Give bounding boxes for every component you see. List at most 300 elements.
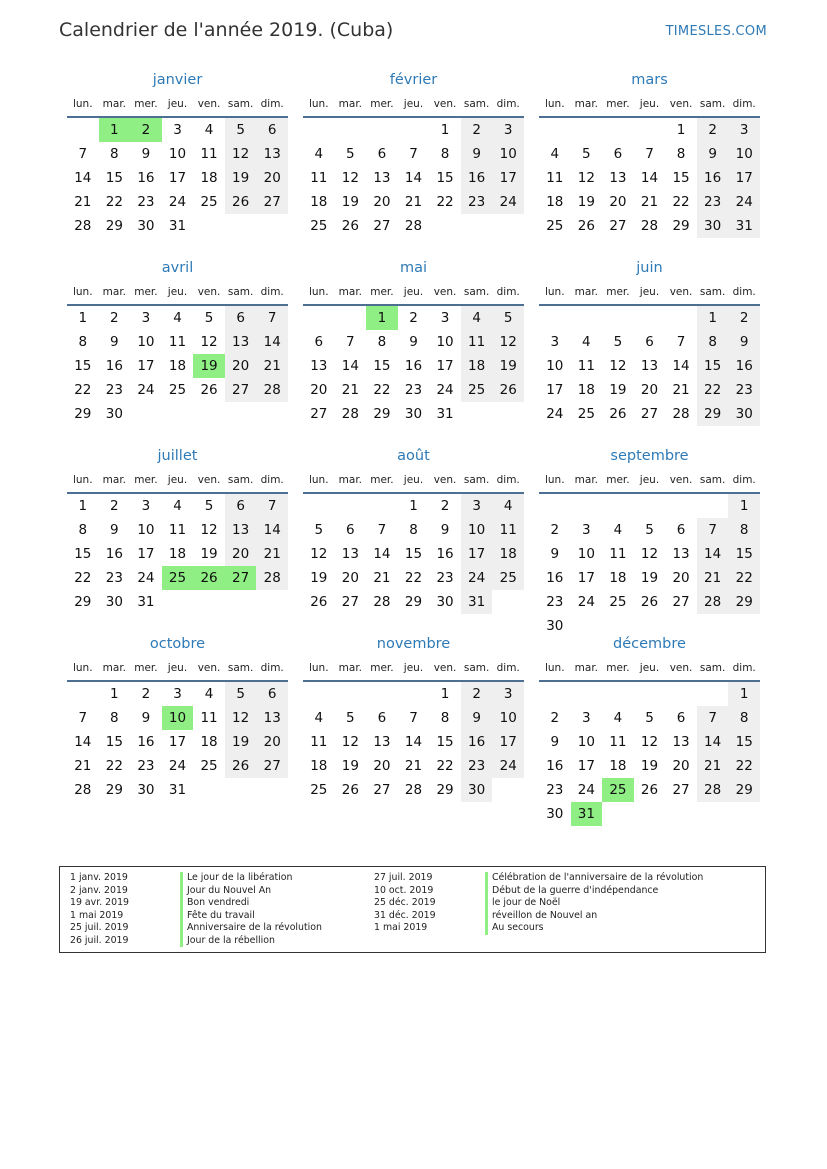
day-cell[interactable]: 26	[640, 782, 659, 798]
day-cell[interactable]: 15	[728, 542, 760, 566]
day-cell[interactable]: 8	[78, 334, 88, 350]
day-cell[interactable]: 24	[168, 758, 187, 774]
day-cell[interactable]: 14	[74, 734, 92, 750]
day-cell[interactable]: 29	[74, 594, 92, 610]
day-cell[interactable]: 6	[256, 118, 288, 142]
day-cell[interactable]: 6	[377, 710, 387, 726]
day-cell[interactable]: 15	[436, 170, 454, 186]
day-cell[interactable]: 12	[341, 734, 359, 750]
day-cell[interactable]: 10	[492, 142, 524, 166]
day-cell[interactable]: 3	[440, 310, 450, 326]
day-cell[interactable]: 5	[314, 522, 324, 538]
day-cell[interactable]: 22	[74, 570, 92, 586]
day-cell[interactable]: 7	[256, 494, 288, 518]
day-cell[interactable]: 17	[461, 542, 493, 566]
day-cell[interactable]: 11	[546, 170, 564, 186]
day-cell[interactable]: 24	[168, 194, 187, 210]
day-cell[interactable]: 5	[225, 682, 257, 706]
day-cell[interactable]: 1	[110, 686, 119, 702]
day-cell[interactable]: 12	[200, 522, 218, 538]
day-cell[interactable]: 19	[609, 382, 627, 398]
day-cell[interactable]: 21	[256, 354, 288, 378]
day-cell[interactable]: 14	[404, 734, 423, 750]
day-cell[interactable]: 22	[74, 382, 92, 398]
day-cell[interactable]: 2	[550, 522, 560, 538]
day-cell[interactable]: 26	[310, 594, 328, 610]
day-cell[interactable]: 10	[436, 334, 454, 350]
day-cell[interactable]: 18	[492, 542, 524, 566]
day-cell[interactable]: 13	[672, 734, 690, 750]
day-cell[interactable]: 20	[640, 382, 659, 398]
day-cell[interactable]: 26	[225, 754, 257, 778]
day-cell[interactable]: 17	[168, 734, 187, 750]
day-cell[interactable]: 14	[697, 730, 729, 754]
day-cell[interactable]: 4	[314, 710, 324, 726]
day-cell[interactable]: 25	[492, 566, 524, 590]
day-cell[interactable]: 7	[78, 146, 88, 162]
day-cell[interactable]: 21	[640, 194, 659, 210]
day-cell[interactable]: 23	[404, 382, 423, 398]
day-cell[interactable]: 23	[461, 190, 493, 214]
day-cell[interactable]: 3	[173, 122, 182, 138]
day-cell[interactable]: 27	[672, 782, 690, 798]
day-cell[interactable]: 23	[546, 594, 564, 610]
day-cell[interactable]: 30	[105, 406, 123, 422]
day-cell[interactable]: 23	[105, 382, 123, 398]
day-cell[interactable]: 23	[105, 570, 123, 586]
day-cell[interactable]: 19	[640, 758, 659, 774]
day-cell[interactable]: 5	[204, 498, 214, 514]
day-cell[interactable]: 7	[676, 334, 686, 350]
day-cell[interactable]: 2	[110, 310, 119, 326]
day-cell[interactable]: 4	[314, 146, 324, 162]
day-cell[interactable]: 11	[609, 734, 627, 750]
day-cell[interactable]: 2	[697, 118, 729, 142]
day-cell[interactable]: 21	[672, 382, 690, 398]
day-cell[interactable]: 28	[404, 218, 423, 234]
day-cell[interactable]: 18	[310, 758, 328, 774]
day-cell[interactable]: 14	[672, 358, 690, 374]
day-cell[interactable]: 18	[168, 546, 187, 562]
day-cell[interactable]: 4	[613, 710, 623, 726]
day-cell[interactable]: 11	[168, 334, 187, 350]
day-cell[interactable]: 5	[346, 146, 355, 162]
day-cell[interactable]: 11	[200, 146, 218, 162]
day-cell[interactable]: 8	[440, 710, 450, 726]
day-cell[interactable]: 25	[310, 782, 328, 798]
day-cell[interactable]: 1	[440, 122, 450, 138]
day-cell[interactable]: 11	[609, 546, 627, 562]
day-cell[interactable]: 20	[672, 570, 690, 586]
day-cell[interactable]: 22	[105, 194, 123, 210]
day-cell[interactable]: 12	[492, 330, 524, 354]
day-cell[interactable]: 12	[640, 546, 659, 562]
day-cell[interactable]: 30	[728, 402, 760, 426]
day-cell[interactable]: 16	[728, 354, 760, 378]
day-cell[interactable]: 5	[645, 710, 654, 726]
day-cell[interactable]: 12	[200, 334, 218, 350]
day-cell[interactable]: 8	[78, 522, 88, 538]
day-cell[interactable]: 7	[409, 710, 418, 726]
day-cell[interactable]: 20	[341, 570, 359, 586]
day-cell[interactable]: 21	[404, 758, 423, 774]
day-cell[interactable]: 13	[373, 734, 391, 750]
day-cell[interactable]: 24	[461, 566, 493, 590]
day-cell[interactable]: 28	[697, 590, 729, 614]
day-cell[interactable]: 2	[461, 682, 493, 706]
day-cell[interactable]: 1	[409, 498, 418, 514]
day-cell[interactable]: 29	[373, 406, 391, 422]
day-cell[interactable]: 16	[546, 570, 564, 586]
day-cell[interactable]: 5	[492, 306, 524, 330]
day-cell[interactable]: 15	[74, 546, 92, 562]
day-cell[interactable]: 30	[697, 214, 729, 238]
day-cell[interactable]: 30	[436, 594, 454, 610]
day-cell[interactable]: 24	[436, 382, 454, 398]
day-cell[interactable]: 6	[314, 334, 324, 350]
day-cell[interactable]: 28	[74, 782, 92, 798]
day-cell[interactable]: 3	[582, 710, 591, 726]
day-cell[interactable]: 27	[609, 218, 627, 234]
day-cell[interactable]: 25	[200, 758, 218, 774]
day-cell[interactable]: 1	[728, 494, 760, 518]
day-cell[interactable]: 29	[105, 218, 123, 234]
day-cell[interactable]: 24	[137, 382, 155, 398]
day-cell[interactable]: 30	[404, 406, 423, 422]
day-cell[interactable]: 19	[225, 730, 257, 754]
day-cell[interactable]: 25	[310, 218, 328, 234]
day-cell[interactable]: 4	[461, 306, 493, 330]
holiday-day-cell[interactable]: 1	[366, 306, 398, 330]
day-cell[interactable]: 25	[200, 194, 218, 210]
day-cell[interactable]: 22	[728, 754, 760, 778]
day-cell[interactable]: 6	[676, 710, 686, 726]
day-cell[interactable]: 6	[377, 146, 387, 162]
day-cell[interactable]: 16	[137, 734, 155, 750]
day-cell[interactable]: 22	[373, 382, 391, 398]
day-cell[interactable]: 13	[256, 142, 288, 166]
day-cell[interactable]: 10	[137, 334, 155, 350]
day-cell[interactable]: 2	[409, 310, 418, 326]
day-cell[interactable]: 13	[310, 358, 328, 374]
day-cell[interactable]: 26	[341, 218, 359, 234]
day-cell[interactable]: 8	[409, 522, 418, 538]
day-cell[interactable]: 26	[200, 382, 218, 398]
day-cell[interactable]: 5	[346, 710, 355, 726]
day-cell[interactable]: 28	[672, 406, 690, 422]
day-cell[interactable]: 3	[461, 494, 493, 518]
day-cell[interactable]: 18	[546, 194, 564, 210]
day-cell[interactable]: 16	[461, 730, 493, 754]
day-cell[interactable]: 7	[256, 306, 288, 330]
day-cell[interactable]: 12	[225, 142, 257, 166]
day-cell[interactable]: 14	[74, 170, 92, 186]
day-cell[interactable]: 8	[728, 706, 760, 730]
day-cell[interactable]: 4	[582, 334, 591, 350]
day-cell[interactable]: 9	[550, 734, 560, 750]
day-cell[interactable]: 13	[225, 330, 257, 354]
day-cell[interactable]: 15	[105, 170, 123, 186]
day-cell[interactable]: 18	[200, 734, 218, 750]
day-cell[interactable]: 23	[137, 194, 155, 210]
day-cell[interactable]: 26	[577, 218, 595, 234]
holiday-day-cell[interactable]: 25	[162, 566, 194, 590]
day-cell[interactable]: 17	[577, 570, 595, 586]
holiday-day-cell[interactable]: 19	[193, 354, 225, 378]
day-cell[interactable]: 10	[728, 142, 760, 166]
day-cell[interactable]: 28	[256, 378, 288, 402]
day-cell[interactable]: 30	[546, 806, 564, 822]
day-cell[interactable]: 22	[105, 758, 123, 774]
day-cell[interactable]: 23	[436, 570, 454, 586]
day-cell[interactable]: 17	[577, 758, 595, 774]
day-cell[interactable]: 22	[728, 566, 760, 590]
day-cell[interactable]: 15	[672, 170, 690, 186]
day-cell[interactable]: 15	[436, 734, 454, 750]
day-cell[interactable]: 27	[341, 594, 359, 610]
holiday-day-cell[interactable]: 10	[162, 706, 194, 730]
day-cell[interactable]: 3	[550, 334, 560, 350]
day-cell[interactable]: 21	[341, 382, 359, 398]
day-cell[interactable]: 5	[204, 310, 214, 326]
day-cell[interactable]: 9	[110, 334, 119, 350]
day-cell[interactable]: 11	[200, 710, 218, 726]
day-cell[interactable]: 12	[341, 170, 359, 186]
day-cell[interactable]: 27	[256, 754, 288, 778]
day-cell[interactable]: 28	[640, 218, 659, 234]
day-cell[interactable]: 27	[672, 594, 690, 610]
day-cell[interactable]: 4	[204, 122, 214, 138]
day-cell[interactable]: 18	[609, 758, 627, 774]
day-cell[interactable]: 10	[577, 546, 595, 562]
day-cell[interactable]: 3	[582, 522, 591, 538]
day-cell[interactable]: 11	[310, 170, 328, 186]
day-cell[interactable]: 11	[492, 518, 524, 542]
day-cell[interactable]: 4	[550, 146, 560, 162]
day-cell[interactable]: 16	[137, 170, 155, 186]
day-cell[interactable]: 28	[404, 782, 423, 798]
day-cell[interactable]: 22	[672, 194, 690, 210]
day-cell[interactable]: 19	[640, 570, 659, 586]
day-cell[interactable]: 27	[225, 378, 257, 402]
day-cell[interactable]: 16	[697, 166, 729, 190]
day-cell[interactable]: 16	[105, 546, 123, 562]
day-cell[interactable]: 21	[404, 194, 423, 210]
day-cell[interactable]: 8	[377, 334, 387, 350]
holiday-day-cell[interactable]: 26	[193, 566, 225, 590]
day-cell[interactable]: 30	[461, 778, 493, 802]
day-cell[interactable]: 21	[74, 194, 92, 210]
day-cell[interactable]: 27	[373, 782, 391, 798]
day-cell[interactable]: 26	[492, 378, 524, 402]
day-cell[interactable]: 2	[141, 686, 151, 702]
day-cell[interactable]: 8	[440, 146, 450, 162]
day-cell[interactable]: 11	[577, 358, 595, 374]
day-cell[interactable]: 21	[697, 566, 729, 590]
day-cell[interactable]: 8	[110, 146, 119, 162]
day-cell[interactable]: 17	[436, 358, 454, 374]
day-cell[interactable]: 23	[461, 754, 493, 778]
day-cell[interactable]: 27	[640, 406, 659, 422]
day-cell[interactable]: 13	[341, 546, 359, 562]
day-cell[interactable]: 24	[546, 406, 564, 422]
day-cell[interactable]: 7	[346, 334, 355, 350]
day-cell[interactable]: 11	[168, 522, 187, 538]
day-cell[interactable]: 27	[373, 218, 391, 234]
day-cell[interactable]: 16	[436, 546, 454, 562]
day-cell[interactable]: 29	[74, 406, 92, 422]
day-cell[interactable]: 30	[105, 594, 123, 610]
day-cell[interactable]: 5	[645, 522, 654, 538]
day-cell[interactable]: 16	[105, 358, 123, 374]
day-cell[interactable]: 29	[728, 778, 760, 802]
day-cell[interactable]: 14	[256, 518, 288, 542]
day-cell[interactable]: 25	[609, 594, 627, 610]
day-cell[interactable]: 18	[200, 170, 218, 186]
day-cell[interactable]: 26	[341, 782, 359, 798]
day-cell[interactable]: 2	[550, 710, 560, 726]
day-cell[interactable]: 20	[256, 166, 288, 190]
day-cell[interactable]: 7	[78, 710, 88, 726]
day-cell[interactable]: 10	[492, 706, 524, 730]
day-cell[interactable]: 10	[168, 146, 187, 162]
day-cell[interactable]: 17	[492, 730, 524, 754]
day-cell[interactable]: 13	[256, 706, 288, 730]
day-cell[interactable]: 21	[373, 570, 391, 586]
day-cell[interactable]: 15	[697, 354, 729, 378]
day-cell[interactable]: 28	[341, 406, 359, 422]
day-cell[interactable]: 29	[672, 218, 690, 234]
day-cell[interactable]: 17	[137, 546, 155, 562]
day-cell[interactable]: 19	[225, 166, 257, 190]
site-link[interactable]: TIMESLES.COM	[665, 24, 767, 39]
day-cell[interactable]: 10	[546, 358, 564, 374]
day-cell[interactable]: 2	[728, 306, 760, 330]
day-cell[interactable]: 28	[74, 218, 92, 234]
holiday-day-cell[interactable]: 27	[225, 566, 257, 590]
day-cell[interactable]: 8	[728, 518, 760, 542]
day-cell[interactable]: 14	[404, 170, 423, 186]
day-cell[interactable]: 6	[613, 146, 623, 162]
day-cell[interactable]: 4	[613, 522, 623, 538]
day-cell[interactable]: 5	[225, 118, 257, 142]
day-cell[interactable]: 19	[492, 354, 524, 378]
day-cell[interactable]: 13	[640, 358, 659, 374]
day-cell[interactable]: 29	[404, 594, 423, 610]
day-cell[interactable]: 21	[74, 758, 92, 774]
day-cell[interactable]: 31	[728, 214, 760, 238]
day-cell[interactable]: 15	[404, 546, 423, 562]
day-cell[interactable]: 7	[645, 146, 654, 162]
day-cell[interactable]: 10	[137, 522, 155, 538]
day-cell[interactable]: 4	[173, 498, 182, 514]
day-cell[interactable]: 7	[697, 706, 729, 730]
day-cell[interactable]: 26	[225, 190, 257, 214]
day-cell[interactable]: 31	[168, 782, 187, 798]
day-cell[interactable]: 4	[204, 686, 214, 702]
day-cell[interactable]: 19	[341, 194, 359, 210]
day-cell[interactable]: 6	[225, 494, 257, 518]
day-cell[interactable]: 6	[225, 306, 257, 330]
day-cell[interactable]: 30	[137, 782, 155, 798]
day-cell[interactable]: 23	[697, 190, 729, 214]
day-cell[interactable]: 24	[492, 190, 524, 214]
day-cell[interactable]: 12	[577, 170, 595, 186]
day-cell[interactable]: 26	[640, 594, 659, 610]
day-cell[interactable]: 16	[404, 358, 423, 374]
day-cell[interactable]: 3	[141, 498, 151, 514]
day-cell[interactable]: 19	[577, 194, 595, 210]
day-cell[interactable]: 28	[256, 566, 288, 590]
day-cell[interactable]: 8	[697, 330, 729, 354]
day-cell[interactable]: 14	[341, 358, 359, 374]
day-cell[interactable]: 23	[728, 378, 760, 402]
day-cell[interactable]: 8	[676, 146, 686, 162]
day-cell[interactable]: 23	[546, 782, 564, 798]
day-cell[interactable]: 29	[105, 782, 123, 798]
day-cell[interactable]: 1	[728, 682, 760, 706]
day-cell[interactable]: 31	[461, 590, 493, 614]
day-cell[interactable]: 25	[577, 406, 595, 422]
day-cell[interactable]: 19	[200, 546, 218, 562]
day-cell[interactable]: 13	[225, 518, 257, 542]
day-cell[interactable]: 20	[609, 194, 627, 210]
day-cell[interactable]: 5	[613, 334, 623, 350]
day-cell[interactable]: 20	[672, 758, 690, 774]
day-cell[interactable]: 19	[310, 570, 328, 586]
day-cell[interactable]: 22	[404, 570, 423, 586]
day-cell[interactable]: 3	[141, 310, 151, 326]
day-cell[interactable]: 12	[609, 358, 627, 374]
day-cell[interactable]: 18	[168, 358, 187, 374]
day-cell[interactable]: 29	[697, 402, 729, 426]
day-cell[interactable]: 5	[582, 146, 591, 162]
day-cell[interactable]: 3	[492, 118, 524, 142]
day-cell[interactable]: 3	[728, 118, 760, 142]
day-cell[interactable]: 24	[577, 782, 595, 798]
holiday-day-cell[interactable]: 25	[602, 778, 634, 802]
day-cell[interactable]: 9	[728, 330, 760, 354]
day-cell[interactable]: 9	[440, 522, 450, 538]
day-cell[interactable]: 25	[461, 378, 493, 402]
day-cell[interactable]: 30	[546, 618, 564, 634]
day-cell[interactable]: 21	[697, 754, 729, 778]
day-cell[interactable]: 1	[676, 122, 686, 138]
holiday-day-cell[interactable]: 2	[130, 118, 162, 142]
day-cell[interactable]: 17	[546, 382, 564, 398]
day-cell[interactable]: 7	[409, 146, 418, 162]
day-cell[interactable]: 20	[310, 382, 328, 398]
day-cell[interactable]: 11	[310, 734, 328, 750]
day-cell[interactable]: 9	[550, 546, 560, 562]
day-cell[interactable]: 1	[697, 306, 729, 330]
day-cell[interactable]: 6	[645, 334, 654, 350]
day-cell[interactable]: 26	[609, 406, 627, 422]
day-cell[interactable]: 24	[492, 754, 524, 778]
day-cell[interactable]: 31	[137, 594, 155, 610]
day-cell[interactable]: 13	[672, 546, 690, 562]
day-cell[interactable]: 6	[256, 682, 288, 706]
day-cell[interactable]: 27	[310, 406, 328, 422]
day-cell[interactable]: 24	[137, 570, 155, 586]
day-cell[interactable]: 13	[373, 170, 391, 186]
day-cell[interactable]: 16	[461, 166, 493, 190]
day-cell[interactable]: 20	[373, 758, 391, 774]
day-cell[interactable]: 8	[110, 710, 119, 726]
day-cell[interactable]: 9	[110, 522, 119, 538]
holiday-day-cell[interactable]: 1	[99, 118, 131, 142]
day-cell[interactable]: 2	[110, 498, 119, 514]
